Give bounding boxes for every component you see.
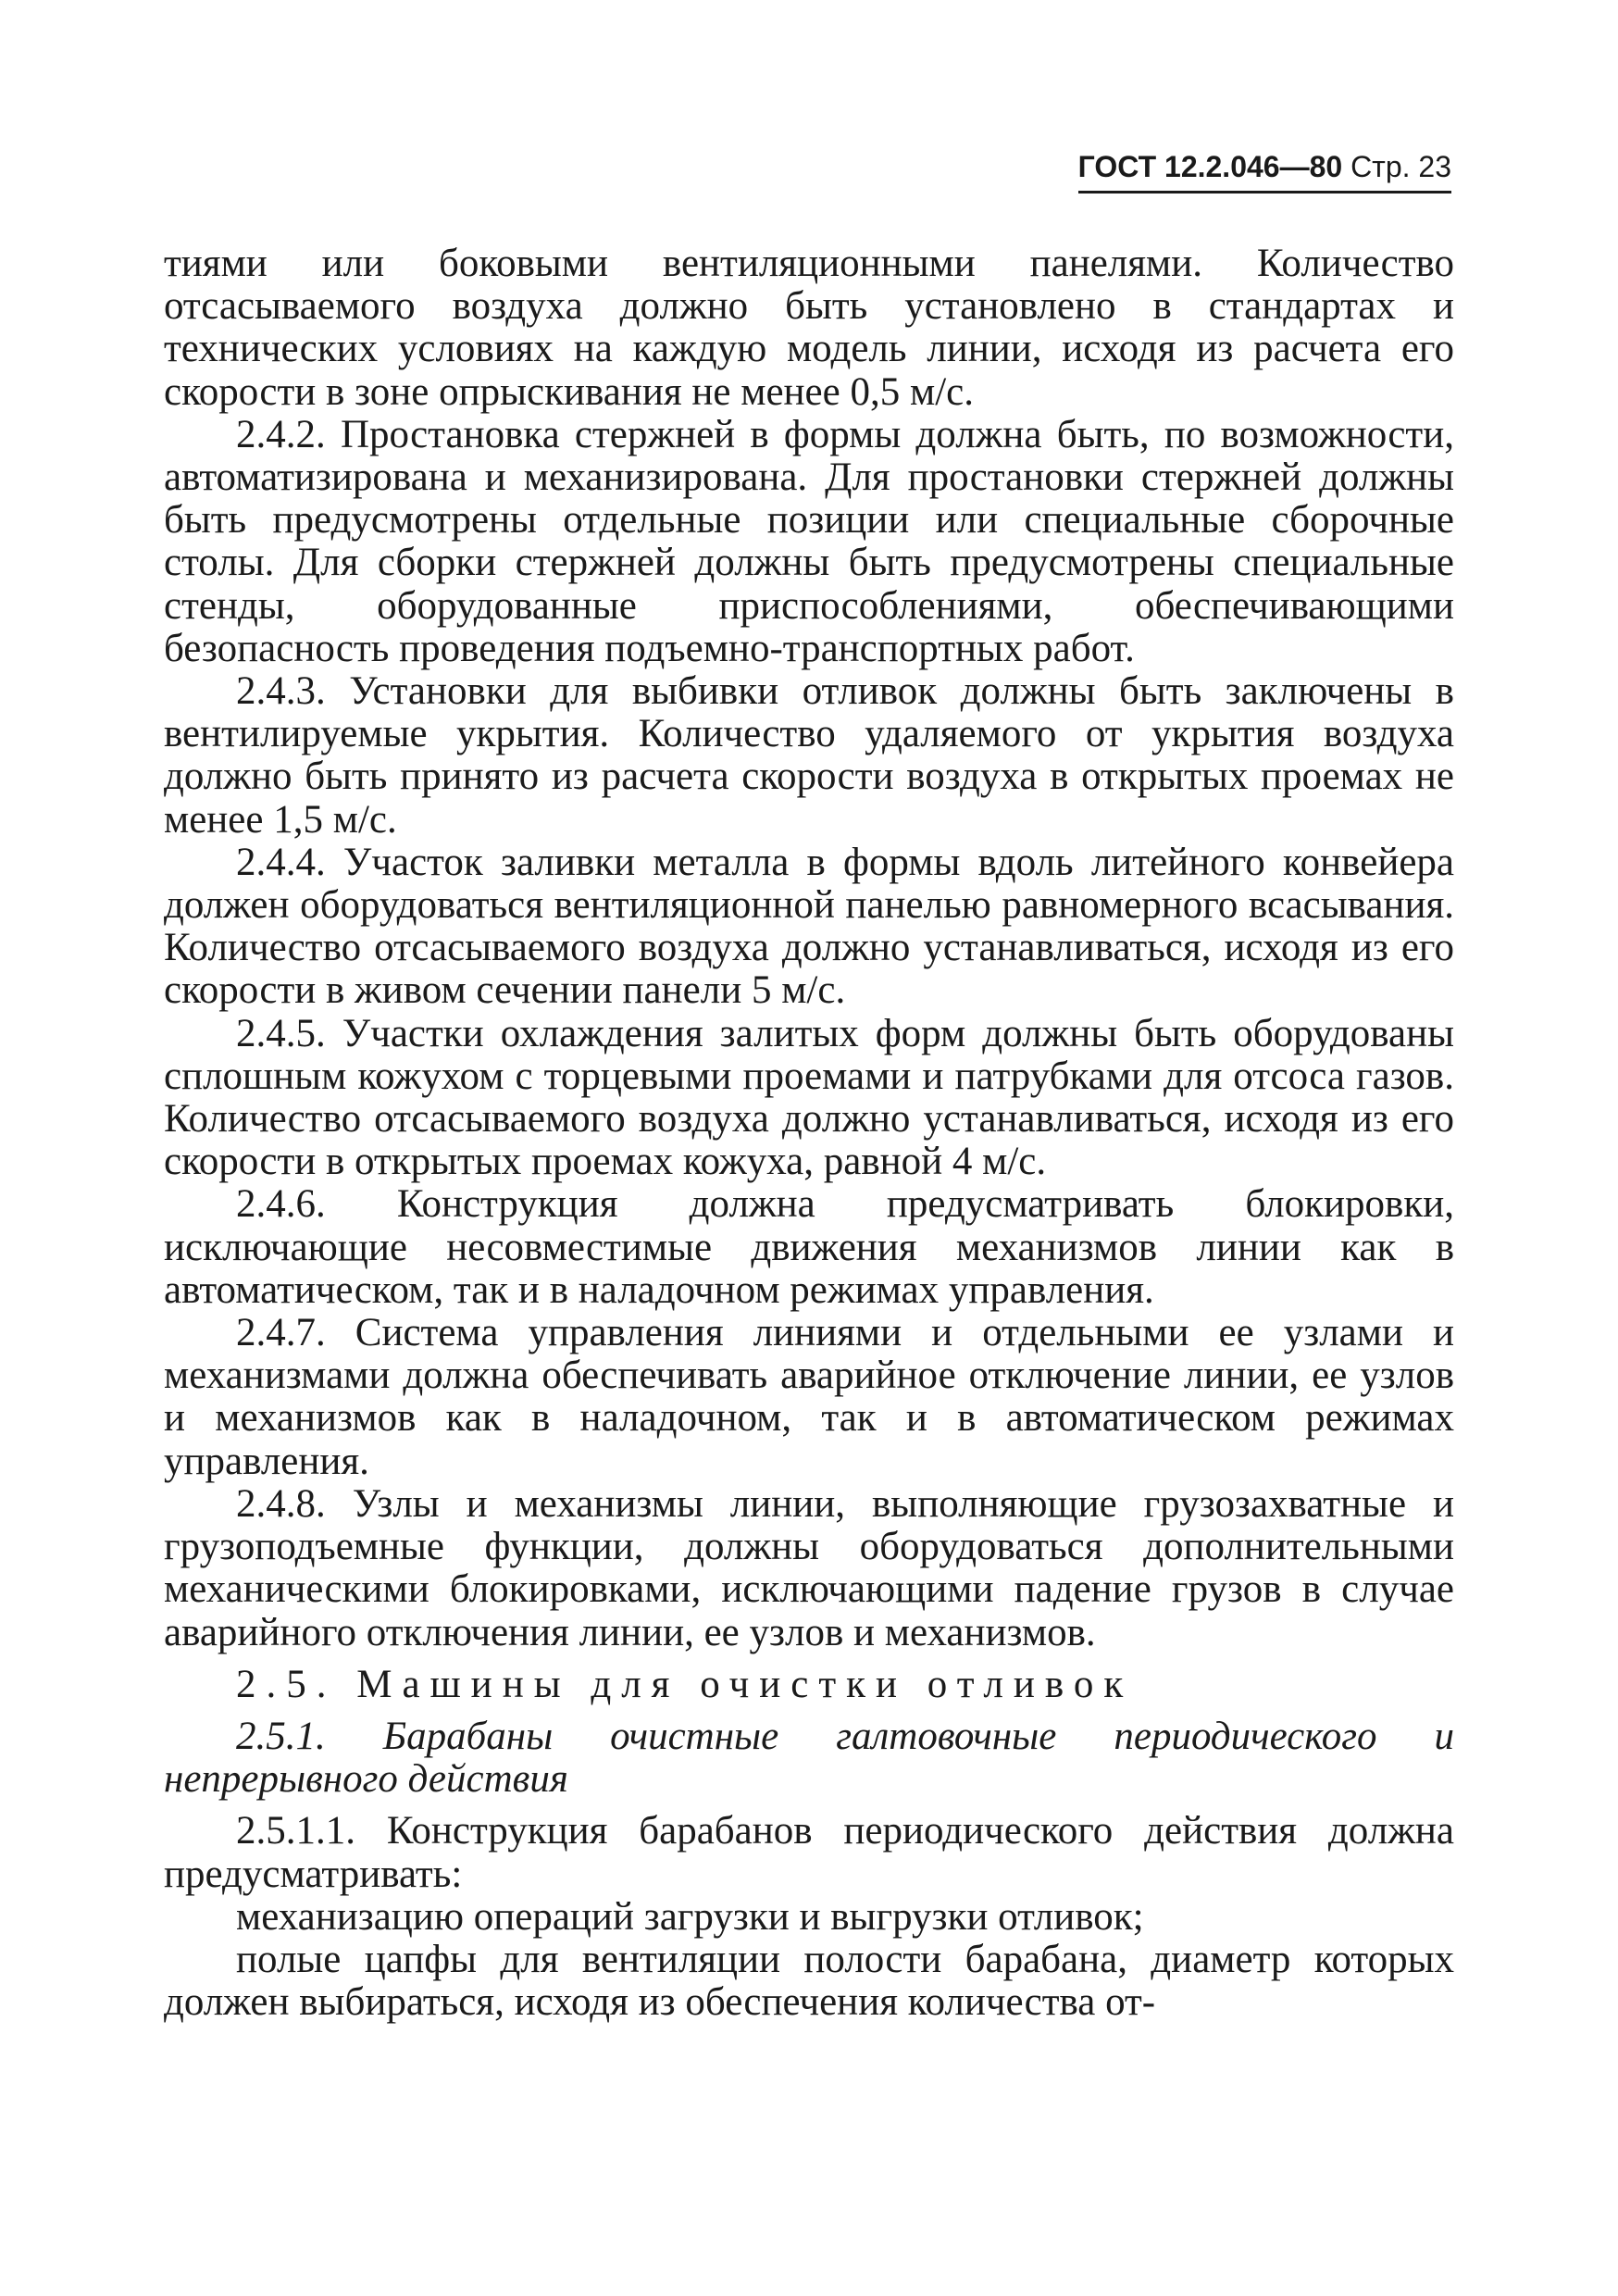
paragraph-2-4-5: 2.4.5. Участки охлаждения залитых форм должны быть оборудованы сплошным кожухом с торцевыми проемами и патрубками для отсоса газов. Количество отсасываемого воздуха должно устанавливаться, исходя из его скорости в открытых проемах кожуха, равной 4 м/с. [164,1011,1454,1184]
list-item-trunnions: полые цапфы для вентиляции полости барабана, диаметр которых должен выбираться, исходя из обеспечения количества от- [164,1937,1454,2025]
page-number: Стр. 23 [1350,150,1451,183]
paragraph-2-4-3: 2.4.3. Установки для выбивки отливок должны быть заключены в вентилируемые укрытия. Количество удаляемого от укрытия воздуха должно быть принято из расчета скорости воздуха в открытых проемах не менее 1,5 м/с. [164,669,1454,842]
standard-number: ГОСТ 12.2.046—80 [1077,150,1343,183]
paragraph-continuation: тиями или боковыми вентиляционными панелями. Количество отсасываемого воздуха должно быть установлено в стандартах и технических условиях на каждую модель линии, исходя из расчета его скорости в зоне опрыскивания не менее 0,5 м/с. [164,242,1454,414]
paragraph-2-4-7: 2.4.7. Система управления линиями и отдельными ее узлами и механизмами должна обеспечивать аварийное отключение линии, ее узлов и механизмов как в наладочном, так и в автоматическом режимах управления. [164,1311,1454,1483]
list-item-loading: механизацию операций загрузки и выгрузки отливок; [236,1894,1144,1939]
paragraph-2-4-2: 2.4.2. Простановка стержней в формы должна быть, по возможности, автоматизирована и механизирована. Для простановки стержней должны быть предусмотрены отдельные позиции или специальные сборочные столы. Для сборки стержней должны быть предусмотрены специальные стенды, оборудованные приспособлениями, обеспечивающими безопасность проведения подъемно-транспортных работ. [164,412,1454,670]
paragraph-2-5-1-1: 2.5.1.1. Конструкция барабанов периодического действия должна предусматривать: [164,1809,1454,1896]
subsection-heading-2-5-1: 2.5.1. Барабаны очистные галтовочные периодического и непрерывного действия [164,1714,1454,1802]
page-header [1078,148,1451,193]
paragraph-2-4-8: 2.4.8. Узлы и механизмы линии, выполняющие грузозахватные и грузоподъемные функции, должны оборудоваться дополнительными механическими блокировками, исключающими падение грузов в случае аварийного отключения линии, ее узлов и механизмов. [164,1481,1454,1654]
paragraph-2-4-4: 2.4.4. Участок заливки металла в формы вдоль литейного конвейера должен оборудоваться вентиляционной панелью равномерного всасывания. Количество отсасываемого воздуха должно устанавливаться, исходя из его скорости в живом сечении панели 5 м/с. [164,840,1454,1013]
paragraph-2-4-6: 2.4.6. Конструкция должна предусматривать блокировки, исключающие несовместимые движения механизмов линии как в автоматическом, так и в наладочном режимах управления. [164,1182,1454,1312]
section-heading-2-5: 2.5. Машины для очистки отливок [236,1662,1134,1706]
document-body [164,243,1454,2024]
